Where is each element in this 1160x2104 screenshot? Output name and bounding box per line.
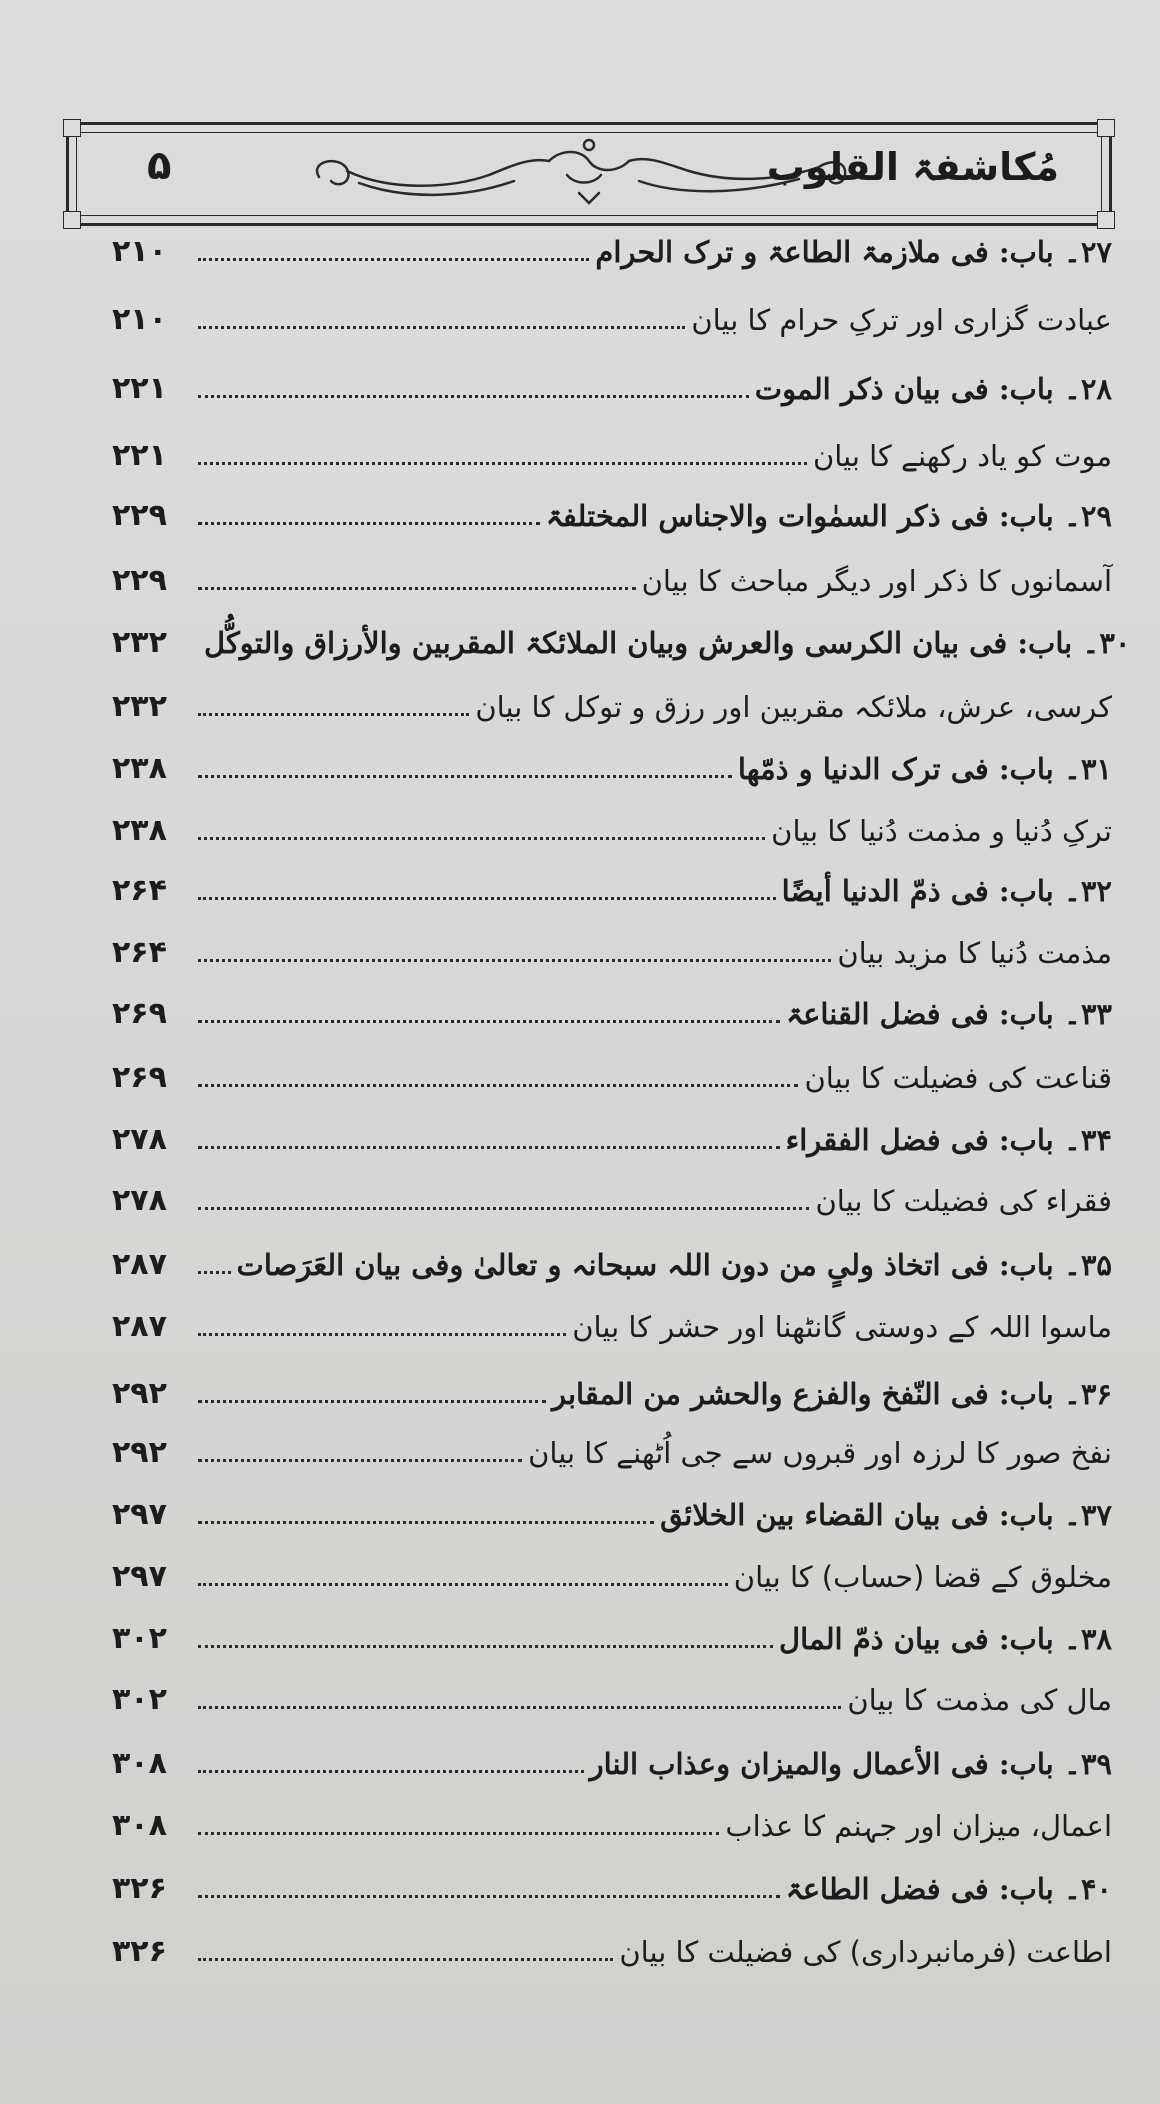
toc-page-number: ۲۳۸ — [112, 751, 167, 786]
dot-leader — [198, 1521, 654, 1524]
toc-entry-title: ۳۰۔ باب: فی بیان الکرسی والعرش وبیان الملائکۃ المقربین والأرزاق والتوکُّل — [204, 626, 1131, 661]
toc-page-number: ۲۲۹ — [112, 563, 167, 598]
dot-leader — [198, 1207, 809, 1210]
dot-leader — [198, 395, 749, 398]
toc-page-number: ۲۹۷ — [112, 1559, 167, 1594]
toc-page-number: ۲۲۹ — [112, 498, 167, 533]
toc-row — [112, 550, 1112, 600]
toc-row — [112, 983, 1112, 1033]
toc-entry-title: مخلوق کے قضا (حساب) کا بیان — [733, 1560, 1112, 1595]
toc-entry-title: ۲۷۔ باب: فی ملازمۃ الطاعۃ و ترک الحرام — [595, 235, 1112, 270]
toc-row — [112, 738, 1112, 788]
dot-leader — [198, 1333, 566, 1336]
toc-row — [112, 1795, 1112, 1845]
toc-entry-title: ۳۷۔ باب: فی بیان القضاء بین الخلائق — [660, 1498, 1112, 1533]
toc-page-number: ۲۲۱ — [112, 438, 167, 473]
toc-page-number: ۲۶۴ — [112, 935, 167, 970]
toc-row — [112, 1234, 1112, 1284]
toc-entry-title: فقراء کی فضیلت کا بیان — [815, 1184, 1112, 1219]
dot-leader — [198, 959, 831, 962]
toc-entry-title: ماسوا اللہ کے دوستی گانٹھنا اور حشر کا بیان — [572, 1310, 1112, 1345]
toc-entry-title: ۳۵۔ باب: فی اتخاذ ولیٍ من دون اللہ سبحانہ و تعالیٰ وفی بیان العَرَصات — [236, 1248, 1112, 1283]
dot-leader — [198, 897, 776, 900]
toc-entry-title: ۳۲۔ باب: فی ذمّ الدنیا أیضًا — [781, 874, 1112, 909]
toc-row — [112, 612, 1131, 662]
dot-leader — [198, 1400, 546, 1403]
toc-row — [112, 1669, 1112, 1719]
dot-leader — [198, 1895, 780, 1898]
toc-row — [112, 1484, 1112, 1534]
toc-row — [112, 1422, 1112, 1472]
dot-leader — [198, 1645, 773, 1648]
dot-leader — [198, 1459, 522, 1462]
dot-leader — [198, 1958, 613, 1961]
toc-row — [112, 1733, 1112, 1783]
toc-page-number: ۲۱۰ — [112, 234, 167, 269]
dot-leader — [198, 837, 765, 840]
toc-entry-title: ترکِ دُنیا و مذمت دُنیا کا بیان — [771, 814, 1112, 849]
dot-leader — [198, 326, 685, 329]
dot-leader — [198, 522, 540, 525]
dot-leader — [198, 1770, 584, 1773]
dot-leader — [198, 1583, 728, 1586]
toc-row — [112, 1921, 1112, 1971]
toc-entry-title: نفخ صور کا لرزہ اور قبروں سے جی اُٹھنے کا بیان — [528, 1436, 1112, 1471]
toc-row — [112, 425, 1112, 475]
toc-page-number: ۳۰۸ — [112, 1808, 167, 1843]
toc-row — [112, 1296, 1112, 1346]
toc-page-number: ۲۳۲ — [112, 689, 167, 724]
toc-entry-title: ۳۱۔ باب: فی ترک الدنیا و ذمّھا — [737, 752, 1112, 787]
dot-leader — [198, 1020, 780, 1023]
toc-page-number: ۲۸۷ — [112, 1309, 167, 1344]
toc-entry-title: قناعت کی فضیلت کا بیان — [804, 1061, 1112, 1096]
dot-leader — [198, 587, 636, 590]
toc-entry-title: ۲۹۔ باب: فی ذکر السمٰوات والاجناس المختلفۃ — [545, 499, 1112, 534]
toc-entry-title: ۳۳۔ باب: فی فضل القناعۃ — [786, 997, 1112, 1032]
page-number: ۵ — [147, 143, 172, 189]
toc-entry-title: اطاعت (فرمانبرداری) کی فضیلت کا بیان — [619, 1935, 1112, 1970]
toc-page-number: ۲۹۲ — [112, 1376, 167, 1411]
toc-page-number: ۲۱۰ — [112, 302, 167, 337]
dot-leader — [198, 775, 732, 778]
toc-entry-title: آسمانوں کا ذکر اور دیگر مباحث کا بیان — [641, 564, 1112, 599]
toc-page-number: ۲۲۱ — [112, 371, 167, 406]
toc-row — [112, 1170, 1112, 1220]
toc-page-number: ۳۰۲ — [112, 1682, 167, 1717]
dot-leader — [198, 258, 589, 261]
dot-leader — [198, 1146, 780, 1149]
dot-leader — [198, 1706, 841, 1709]
toc-row — [112, 1047, 1112, 1097]
toc-page-number: ۳۲۶ — [112, 1934, 167, 1969]
toc-page-number: ۲۶۴ — [112, 873, 167, 908]
toc-row — [112, 800, 1112, 850]
toc-page-number: ۲۹۲ — [112, 1435, 167, 1470]
toc-row — [112, 860, 1112, 910]
dot-leader — [198, 1271, 231, 1274]
toc-entry-title: کرسی، عرش، ملائکہ مقربین اور رزق و توکل کا بیان — [475, 690, 1112, 725]
toc-entry-title: ۳۹۔ باب: فی الأعمال والمیزان وعذاب النار — [589, 1747, 1112, 1782]
dot-leader — [198, 462, 807, 465]
toc-page-number: ۲۶۹ — [112, 1060, 167, 1095]
toc-entry-title: موت کو یاد رکھنے کا بیان — [812, 439, 1112, 474]
toc-entry-title: مال کی مذمت کا بیان — [847, 1683, 1112, 1718]
toc-row — [112, 1363, 1112, 1413]
toc-page-number: ۲۹۷ — [112, 1497, 167, 1532]
toc-entry-title: ۳۴۔ باب: فی فضل الفقراء — [785, 1123, 1112, 1158]
toc-row — [112, 676, 1112, 726]
toc-row — [112, 485, 1112, 535]
toc-row — [112, 922, 1112, 972]
toc-row — [112, 221, 1112, 271]
toc-page-number: ۲۸۷ — [112, 1247, 167, 1282]
toc-entry-title: ۳۸۔ باب: فی بیان ذمّ المال — [779, 1622, 1112, 1657]
toc-page-number: ۳۰۲ — [112, 1621, 167, 1656]
toc-page-number: ۲۳۸ — [112, 813, 167, 848]
toc-page-number: ۳۲۶ — [112, 1871, 167, 1906]
toc-page-number: ۳۰۸ — [112, 1746, 167, 1781]
toc-page-number: ۲۷۸ — [112, 1122, 167, 1157]
toc-row — [112, 358, 1112, 408]
toc-entry-title: ۲۸۔ باب: فی بیان ذکر الموت — [754, 372, 1112, 407]
toc-entry-title: مذمت دُنیا کا مزید بیان — [837, 936, 1112, 971]
toc-entry-title: اعمال، میزان اور جہنم کا عذاب — [725, 1809, 1112, 1844]
toc-page-number: ۲۶۹ — [112, 996, 167, 1031]
toc-entry-title: ۳۶۔ باب: فی النّفخ والفزع والحشر من المقابر — [551, 1377, 1112, 1412]
toc-row — [112, 1608, 1112, 1658]
book-title: مُکاشفۃ القلوب — [766, 145, 1059, 189]
toc-entry-title: عبادت گزاری اور ترکِ حرام کا بیان — [691, 303, 1112, 338]
toc-page-number: ۲۳۲ — [112, 625, 167, 660]
toc-row — [112, 1858, 1112, 1908]
dot-leader — [198, 713, 469, 716]
dot-leader — [198, 1084, 798, 1087]
toc-row — [112, 289, 1112, 339]
toc-row — [112, 1546, 1112, 1596]
dot-leader — [198, 1832, 719, 1835]
toc-row — [112, 1109, 1112, 1159]
toc-page-number: ۲۷۸ — [112, 1183, 167, 1218]
toc-entry-title: ۴۰۔ باب: فی فضل الطاعۃ — [785, 1872, 1112, 1907]
